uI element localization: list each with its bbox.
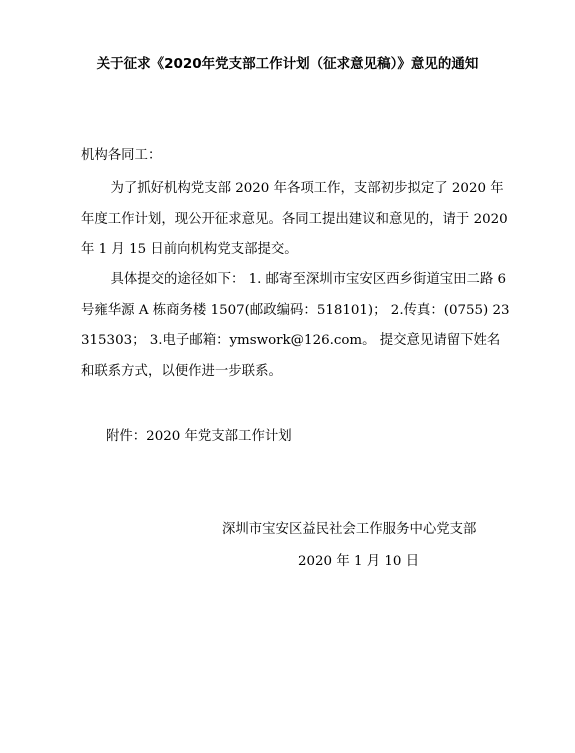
salutation: 机构各同工：: [81, 148, 162, 163]
body-paragraph-intro: 为了抓好机构党支部 2020 年各项工作，支部初步拟定了 2020 年年度工作计划，现公开征求意见。各同工提出建议和意见的，请于 2020 年 1 月 15 日前向机构党支部提交。: [81, 181, 508, 257]
issuing-organization: 深圳市宝安区益民社会工作服务中心党支部: [222, 522, 477, 537]
body-paragraph-submission-methods: 具体提交的途径如下： 1. 邮寄至深圳市宝安区西乡街道宝田二路 6 号雍华源 A 栋商务楼 1507(邮政编码：518101)； 2.传真：(0755) 23315303； 3.电子邮箱：ymswork@126.com。 提交意见请留下姓名和联系方式，以便作进一步联系。: [81, 272, 510, 379]
attachment-note: 附件：2020 年党支部工作计划: [106, 429, 292, 444]
issue-date: 2020 年 1 月 10 日: [298, 554, 420, 569]
document-title: 关于征求《2020年党支部工作计划（征求意见稿）》意见的通知: [96, 56, 479, 72]
